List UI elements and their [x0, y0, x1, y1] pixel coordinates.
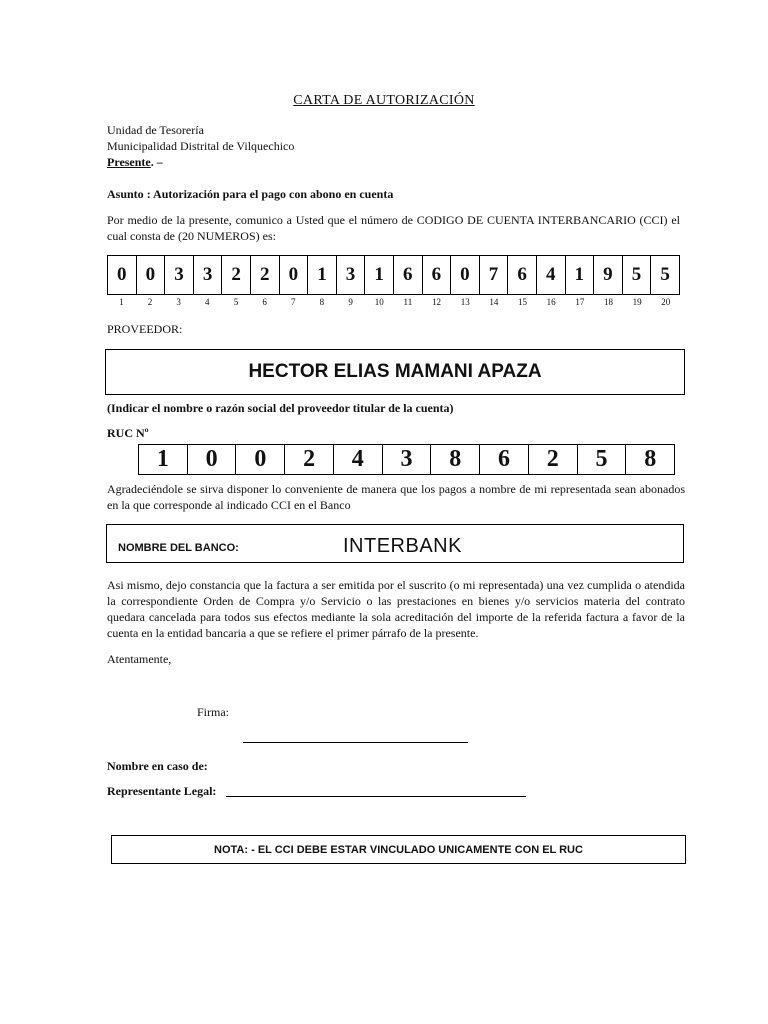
cci-index: 20 [661, 297, 671, 307]
cci-digit-cell: 5 [660, 264, 670, 285]
cci-digit-cell: 6 [394, 256, 423, 294]
cci-digit-cell: 3 [165, 256, 194, 294]
cci-digit-cell: 7 [480, 256, 509, 294]
bank-box [106, 524, 684, 563]
recipient-line-1: Unidad de Tesorería [107, 123, 204, 137]
cci-digit-cell: 3 [337, 256, 366, 294]
firma-line [243, 742, 468, 743]
cci-digit-cell: 2 [222, 256, 251, 294]
representante-label: Representante Legal: [107, 784, 217, 798]
cci-digit-cell: 9 [594, 256, 623, 294]
asunto-text: : Autorización para el pago con abono en cuenta [143, 187, 394, 201]
cci-index: 11 [403, 297, 413, 307]
cci-index: 14 [489, 297, 499, 307]
cci-digit-cell: 1 [365, 256, 394, 294]
agradecimiento-paragraph: Agradeciéndole se sirva disponer lo conveniente de manera que los pagos a nombre de mi representada sean abonados en la que corresponde al indicado CCI en el Banco [107, 482, 685, 512]
cci-digit-cell: 0 [451, 256, 480, 294]
recipient-block [107, 122, 294, 170]
cci-digit-cell: 1 [308, 256, 337, 294]
bank-label: NOMBRE DEL BANCO: [118, 542, 239, 554]
nota-text: NOTA: - EL CCI DEBE ESTAR VINCULADO UNICAMENTE CON EL RUC [214, 843, 583, 856]
ruc-digit-cell: 1 [139, 445, 188, 474]
cci-index: 15 [518, 297, 528, 307]
presente-suffix: . – [150, 155, 163, 169]
cci-index: 17 [575, 297, 585, 307]
presente-label: Presente [107, 155, 151, 169]
atentamente: Atentamente, [107, 652, 172, 666]
ruc-digit-cell: 5 [578, 445, 627, 474]
cci-index: 2 [147, 297, 153, 307]
cci-digit-cell: 2 [251, 256, 280, 294]
cci-index: 3 [176, 297, 181, 307]
nota-box [111, 835, 686, 864]
cci-index: 8 [319, 297, 325, 307]
cci-digit-cell: 5 [623, 256, 652, 294]
ruc-digit-cell: 8 [431, 445, 480, 474]
ruc-digit-cell: 2 [285, 445, 334, 474]
cci-index: 5 [233, 297, 239, 307]
cci-index: 10 [374, 297, 384, 307]
cci-index: 16 [546, 297, 556, 307]
cci-digit-cell: 0 [137, 256, 166, 294]
ruc-digit-cell: 6 [480, 445, 529, 474]
cci-digit-cell: 4 [537, 256, 566, 294]
asunto-line [107, 186, 393, 202]
cci-index: 7 [291, 297, 296, 307]
constancia-paragraph: Asi mismo, dejo constancia que la factura a ser emitida por el suscrito (o mi representada) una vez cumplida o atendida la correspondiente Orden de Compra y/o Servicio o las prestaciones en bienes y/o servicios materia del contrato quedara cancelada para todos sus efectos mediante la sola acreditación del importe de la referida factura a favor de la cuenta en la entidad bancaria a que se refiere el primer párrafo de la presente. [107, 578, 685, 640]
cci-index: 13 [460, 297, 470, 307]
asunto-label: Asunto [107, 187, 144, 201]
cci-index-row [107, 296, 680, 308]
ruc-digit-cell: 0 [236, 445, 285, 474]
recipient-line-2: Municipalidad Distrital de Vilquechico [107, 139, 295, 153]
cci-digit-cell: 0 [108, 256, 137, 294]
firma-label: Firma: [197, 705, 229, 719]
cci-grid [107, 255, 680, 295]
ruc-digit-cell: 2 [529, 445, 578, 474]
proveedor-label: PROVEEDOR: [107, 322, 183, 336]
cci-index: 12 [432, 297, 442, 307]
cci-digit-cell: 1 [566, 256, 595, 294]
proveedor-hint: (Indicar el nombre o razón social del proveedor titular de la cuenta) [107, 401, 454, 415]
bank-name: INTERBANK [343, 535, 462, 557]
representante-line [226, 796, 526, 797]
proveedor-name-box [105, 349, 685, 395]
ruc-digit-cell: 8 [644, 446, 657, 472]
cci-digit-cell: 3 [194, 256, 223, 294]
ruc-digit-cell: 3 [383, 445, 432, 474]
cci-digit-cell: 6 [423, 256, 452, 294]
ruc-label: RUC Nº [107, 426, 149, 440]
cci-digit-cell: 0 [280, 256, 309, 294]
cci-index: 9 [348, 297, 353, 307]
nombre-caso-label: Nombre en caso de: [107, 759, 208, 773]
cci-index: 1 [119, 297, 124, 307]
cci-index: 18 [603, 297, 613, 307]
cci-digit-cell: 6 [508, 256, 537, 294]
intro-paragraph: Por medio de la presente, comunico a Usted que el número de CODIGO DE CUENTA INTERBANCARIO (CCI) el cual consta de (20 NUMEROS) es: [107, 213, 680, 243]
presente-line [107, 154, 294, 170]
ruc-grid [138, 444, 675, 475]
proveedor-name: HECTOR ELIAS MAMANI APAZA [248, 361, 542, 382]
cci-index: 4 [205, 297, 210, 307]
cci-index: 6 [262, 297, 267, 307]
ruc-digit-cell: 4 [334, 445, 383, 474]
cci-index: 19 [632, 297, 642, 307]
page-title: CARTA DE AUTORIZACIÓN [293, 93, 475, 108]
ruc-digit-cell: 0 [188, 445, 237, 474]
